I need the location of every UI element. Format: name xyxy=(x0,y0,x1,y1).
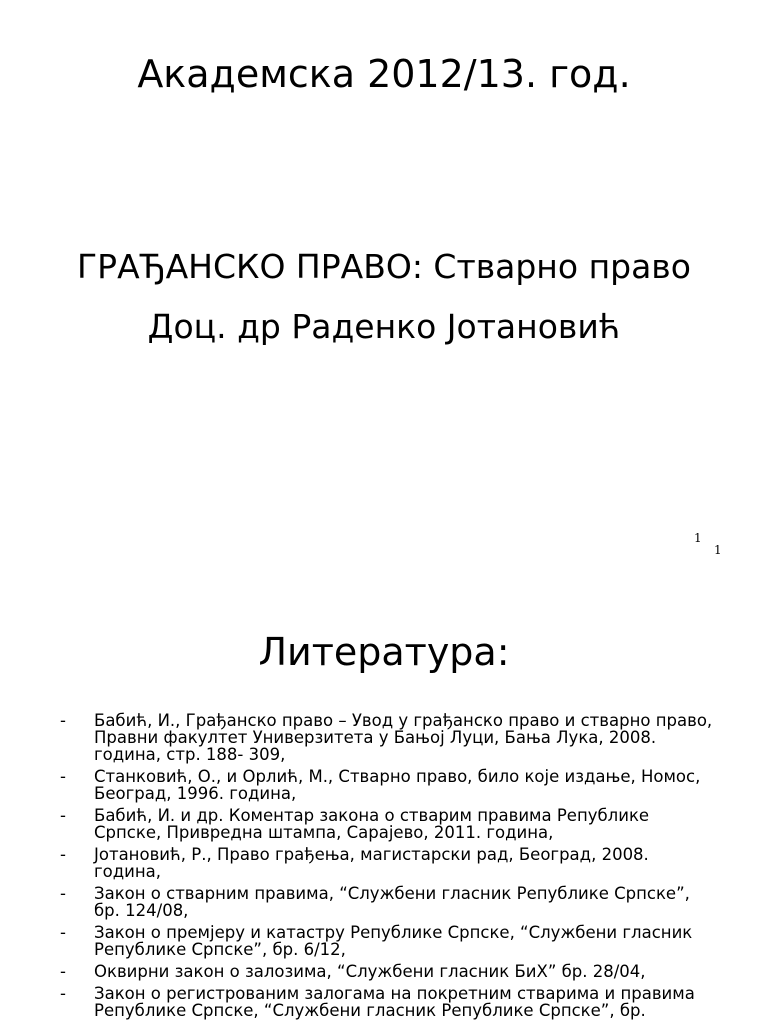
bullet-dash: - xyxy=(60,806,66,825)
list-item xyxy=(60,963,720,980)
reference-text: Закон о регистрованим залогама на покретним стварима и правима Републике Српске, “Службени гласник Републике Српске”, бр. xyxy=(94,984,695,1020)
bullet-dash: - xyxy=(60,884,66,903)
list-item xyxy=(60,768,720,802)
literature-title: Литература: xyxy=(258,630,510,674)
reference-text: Бабић, И., Грађанско право – Увод у грађанско право и стварно право, Правни факултет Универзитета у Бањој Луци, Бања Лука, 2008. година, стр. 188- 309, xyxy=(94,711,713,764)
page-number: 1 xyxy=(694,531,702,545)
reference-text: Јотановић, Р., Право грађења, магистарски рад, Београд, 2008. година, xyxy=(94,845,649,881)
reference-text: Закон о стварним правима, “Службени гласник Републике Српске”, бр. 124/08, xyxy=(94,884,690,920)
list-item xyxy=(60,924,720,958)
page-number: 1 xyxy=(714,543,722,557)
list-item xyxy=(60,807,720,841)
list-item xyxy=(60,885,720,919)
reference-text: Оквирни закон о залозима, “Службени гласник БиХ” бр. 28/04, xyxy=(94,962,646,981)
literature-slide xyxy=(0,576,768,1024)
bullet-dash: - xyxy=(60,711,66,730)
bullet-dash: - xyxy=(60,923,66,942)
reference-text: Станковић, О., и Орлић, М., Стварно право, било које издање, Номос, Београд, 1996. година, xyxy=(94,767,701,803)
list-item xyxy=(60,846,720,880)
list-item xyxy=(60,712,720,763)
list-item xyxy=(60,985,720,1019)
reference-text: Закон о премјеру и катастру Републике Српске, “Службени гласник Републике Српске”, бр. 6/12, xyxy=(94,923,693,959)
bullet-dash: - xyxy=(60,984,66,1003)
bullet-dash: - xyxy=(60,767,66,786)
bullet-dash: - xyxy=(60,962,66,981)
reference-text: Бабић, И. и др. Коментар закона о стварим правима Републике Српске, Привредна штампа, Сарајево, 2011. година, xyxy=(94,806,650,842)
reference-list xyxy=(60,712,720,1024)
academic-year-title: Академска 2012/13. год. xyxy=(137,52,631,96)
lecturer-name: Доц. др Раденко Јотановић xyxy=(147,307,621,346)
bullet-dash: - xyxy=(60,845,66,864)
course-title: ГРАЂАНСКО ПРАВО: Стварно право xyxy=(77,247,691,286)
